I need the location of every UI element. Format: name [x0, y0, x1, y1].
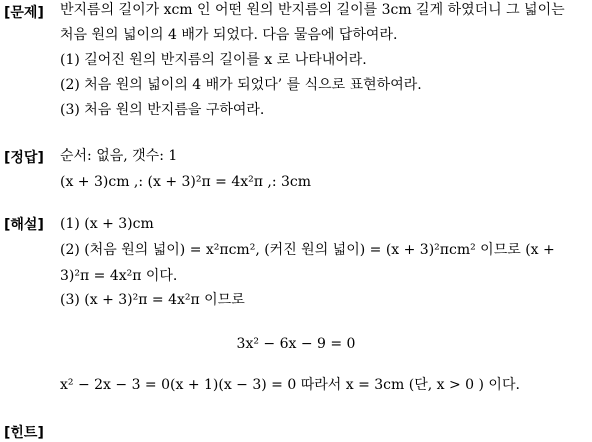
- answer-meta: 순서: 없음, 갯수: 1: [60, 148, 178, 164]
- explanation-line-2: (2) (처음 원의 넓이) = x²πcm², (커진 원의 넓이) = (x + 3)²πcm² 이므로 (x +: [60, 242, 555, 258]
- explanation-line-1: (1) (x + 3)cm: [60, 216, 154, 232]
- question-3: (3) 처음 원의 반지름을 구하여라.: [60, 102, 265, 118]
- explanation-line-3: 3)²π = 4x²π 이다.: [60, 268, 178, 284]
- explanation-final-line: x² − 2x − 3 = 0(x + 1)(x − 3) = 0 따라서 x = 3cm (단, x > 0 ) 이다.: [60, 377, 520, 393]
- problem-line-2: 처음 원의 넓이의 4 배가 되었다. 다음 물음에 답하여라.: [60, 27, 398, 43]
- explanation-equation: 3x² − 6x − 9 = 0: [236, 336, 356, 352]
- answer-values: (x + 3)cm ,: (x + 3)²π = 4x²π ,: 3cm: [60, 174, 312, 190]
- question-2: (2) 처음 원의 넓이의 4 배가 되었다’ 를 식으로 표현하여라.: [60, 77, 422, 93]
- problem-line-1: 반지름의 길이가 xcm 인 어떤 원의 반지름의 길이를 3cm 길게 하였더니 그 넓이는: [60, 2, 565, 18]
- question-1: (1) 길어진 원의 반지름의 길이를 x 로 나타내어라.: [60, 52, 367, 68]
- explanation-label: [해설]: [4, 217, 44, 233]
- problem-label: [문제]: [4, 5, 44, 21]
- answer-label: [정답]: [4, 150, 44, 166]
- explanation-line-4: (3) (x + 3)²π = 4x²π 이므로: [60, 292, 245, 308]
- hint-label: [힌트]: [4, 425, 44, 441]
